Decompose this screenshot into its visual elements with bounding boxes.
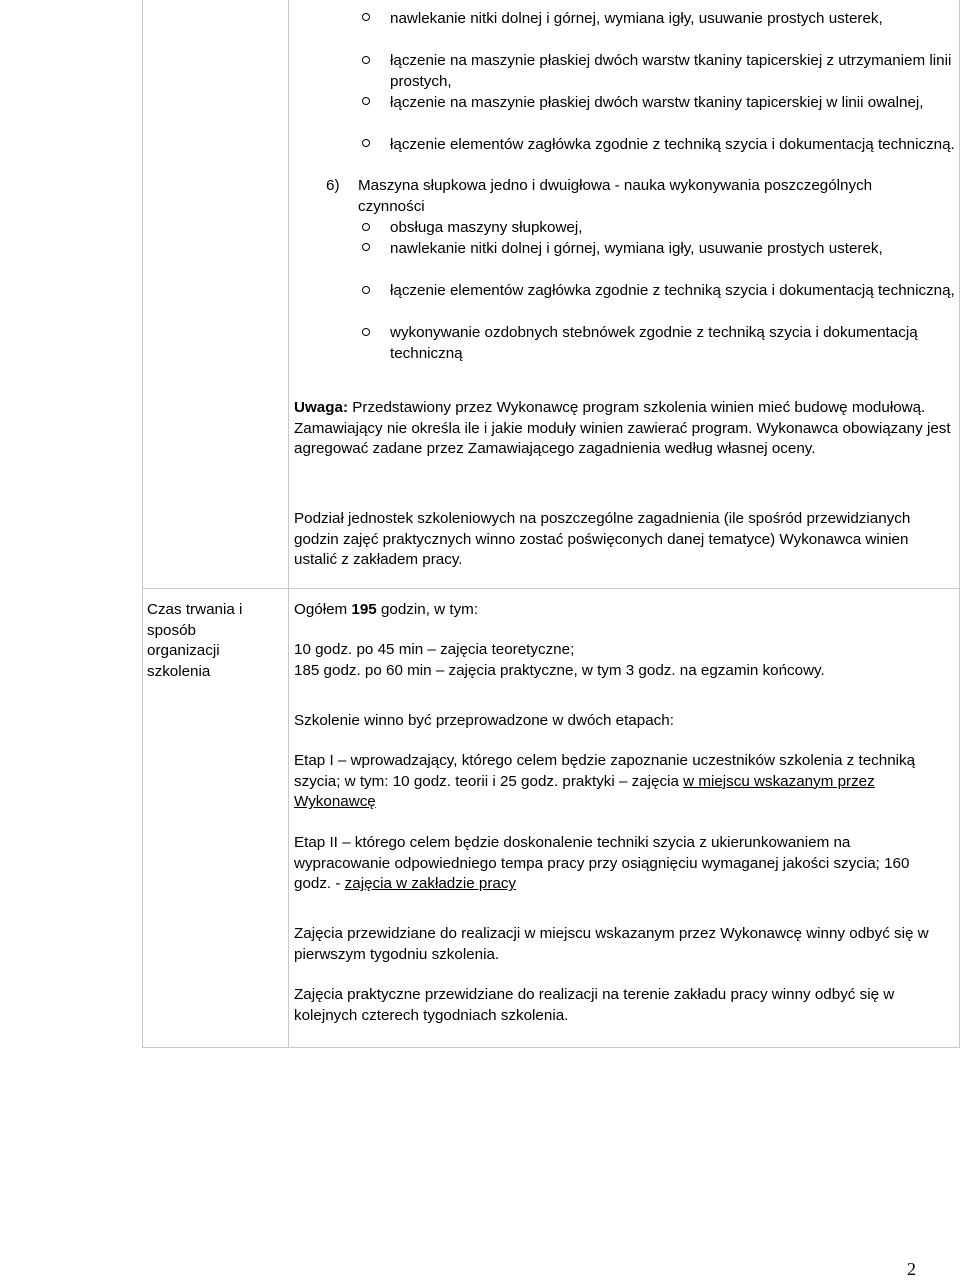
paragraph-first-week: Zajęcia przewidziane do realizacji w miejscu wskazanym przez Wykonawcę winny odbyć się w pierwszym tygodniu szkolenia. (294, 925, 929, 963)
list-item: nawlekanie nitki dolnej i górnej, wymiana igły, usuwanie prostych usterek, (390, 10, 883, 27)
row-divider (142, 588, 959, 589)
total-hours: 195 (351, 601, 377, 618)
stage-1-text: Etap I – wprowadzający, którego celem będzie zapoznanie uczestników szkolenia z techniką szycia; w tym: 10 godz. teorii i 25 godz. praktyki – zajęcia (294, 752, 916, 790)
bullet-icon (362, 327, 372, 339)
column-divider (288, 0, 289, 1047)
stage-2-location: zajęcia w zakładzie pracy (344, 875, 517, 893)
row-label: Czas trwania i sposób organizacji szkolenia (147, 601, 243, 680)
note-label: Uwaga: (294, 399, 349, 416)
paragraph-following-weeks: Zajęcia praktyczne przewidziane do realizacji na terenie zakładu pracy winny odbyć się w kolejnych czterech tygodniach szkolenia. (294, 986, 895, 1024)
total-prefix: Ogółem (294, 601, 352, 618)
stage-1-location: w miejscu wskazanym przez Wykonawcę (294, 772, 875, 811)
list-item: łączenie elementów zagłówka zgodnie z techniką szycia i dokumentacją techniczną, (390, 282, 955, 299)
bullet-icon (362, 55, 372, 67)
stages-intro: Szkolenie winno być przeprowadzone w dwóch etapach: (294, 712, 674, 729)
item-title-cont: czynności (358, 198, 425, 215)
note-text: Przedstawiony przez Wykonawcę program szkolenia winien mieć budowę modułową. Zamawiający nie określa ile i jakie moduły winien zawierać program. Wykonawca obowiązany jest agregować zadane przez Zamawiającego zagadnienia według własnej oceny. (294, 399, 951, 458)
item-title: Maszyna słupkowa jedno i dwuigłowa - nauka wykonywania poszczególnych (358, 177, 873, 194)
hours-line-1: 10 godz. po 45 min – zajęcia teoretyczne; (294, 641, 575, 658)
total-line (294, 600, 954, 621)
hours-line-2: 185 godz. po 60 min – zajęcia praktyczne, w tym 3 godz. na egzamin końcowy. (294, 662, 825, 679)
bullet-icon (362, 242, 372, 254)
list-item: łączenie na maszynie płaskiej dwóch warstw tkaniny tapicerskiej w linii owalnej, (390, 94, 924, 111)
division-paragraph: Podział jednostek szkoleniowych na poszczególne zagadnienia (ile spośród przewidzianych godzin zajęć praktycznych winno zostać poświęconych danej tematyce) Wykonawca winien ustalić z zakładem pracy. (294, 510, 911, 569)
bullet-icon (362, 96, 372, 108)
list-item: łączenie na maszynie płaskiej dwóch warstw tkaniny tapicerskiej z utrzymaniem linii prostych, (390, 52, 952, 90)
page-number: 2 (907, 1259, 916, 1279)
item-number: 6) (326, 177, 340, 194)
stage-2-text: Etap II – którego celem będzie doskonalenie techniki szycia z ukierunkowaniem na wypracowanie odpowiedniego tempa pracy przy osiągnięciu wymaganej jakości szycia; 160 godz. - (294, 834, 910, 893)
bullet-icon (362, 138, 372, 150)
list-item: nawlekanie nitki dolnej i górnej, wymiana igły, usuwanie prostych usterek, (390, 240, 883, 257)
total-suffix: godzin, w tym: (376, 601, 479, 618)
stage-1-paragraph (294, 751, 944, 813)
list-item: obsługa maszyny słupkowej, (390, 219, 583, 236)
bullet-icon (362, 12, 372, 24)
bullet-icon (362, 285, 372, 297)
list-item: łączenie elementów zagłówka zgodnie z techniką szycia i dokumentacją techniczną. (390, 136, 955, 153)
bullet-icon (362, 222, 372, 234)
stage-2-paragraph (294, 833, 949, 895)
note-paragraph (294, 398, 954, 460)
list-item: wykonywanie ozdobnych stebnówek zgodnie z techniką szycia i dokumentacją techniczną (390, 324, 918, 362)
